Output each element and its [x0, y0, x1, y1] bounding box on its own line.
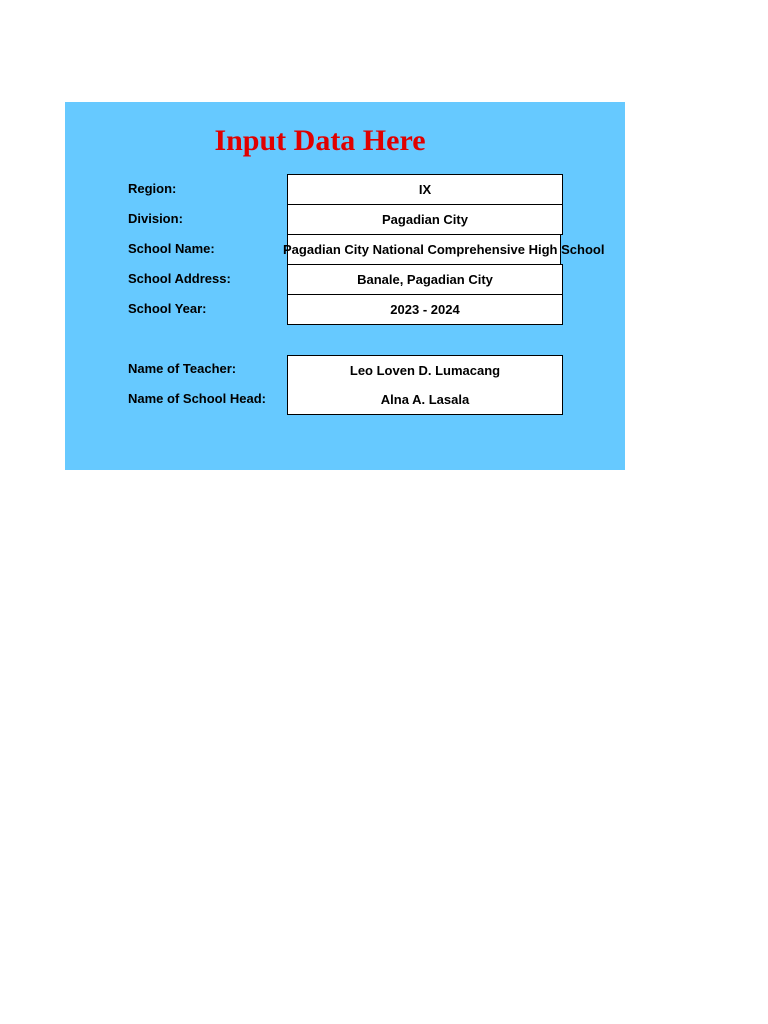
school-address-field[interactable] — [287, 264, 563, 295]
teacher-value: Leo Loven D. Lumacang — [349, 363, 501, 378]
school-year-field[interactable] — [287, 295, 563, 325]
page-title: Input Data Here — [214, 124, 426, 157]
school-year-label: School Year: — [128, 301, 207, 316]
school-year-value: 2023 - 2024 — [390, 302, 460, 317]
division-label: Division: — [128, 211, 183, 226]
teacher-label: Name of Teacher: — [128, 361, 237, 376]
region-value: IX — [418, 182, 432, 197]
division-field[interactable] — [287, 205, 563, 235]
school-name-value: Pagadian City National Comprehensive High School — [283, 242, 605, 257]
input-data-panel — [65, 102, 625, 470]
school-address-label: School Address: — [128, 271, 231, 286]
school-address-value: Banale, Pagadian City — [357, 272, 493, 287]
region-field[interactable] — [287, 174, 563, 205]
division-value: Pagadian City — [382, 212, 468, 227]
school-name-label: School Name: — [128, 241, 215, 256]
region-label: Region: — [128, 181, 177, 196]
school-head-field[interactable] — [287, 385, 563, 415]
school-head-label: Name of School Head: — [128, 391, 266, 406]
school-head-value: Alna A. Lasala — [380, 392, 470, 407]
school-name-field[interactable] — [283, 235, 605, 265]
teacher-field[interactable] — [287, 355, 563, 386]
